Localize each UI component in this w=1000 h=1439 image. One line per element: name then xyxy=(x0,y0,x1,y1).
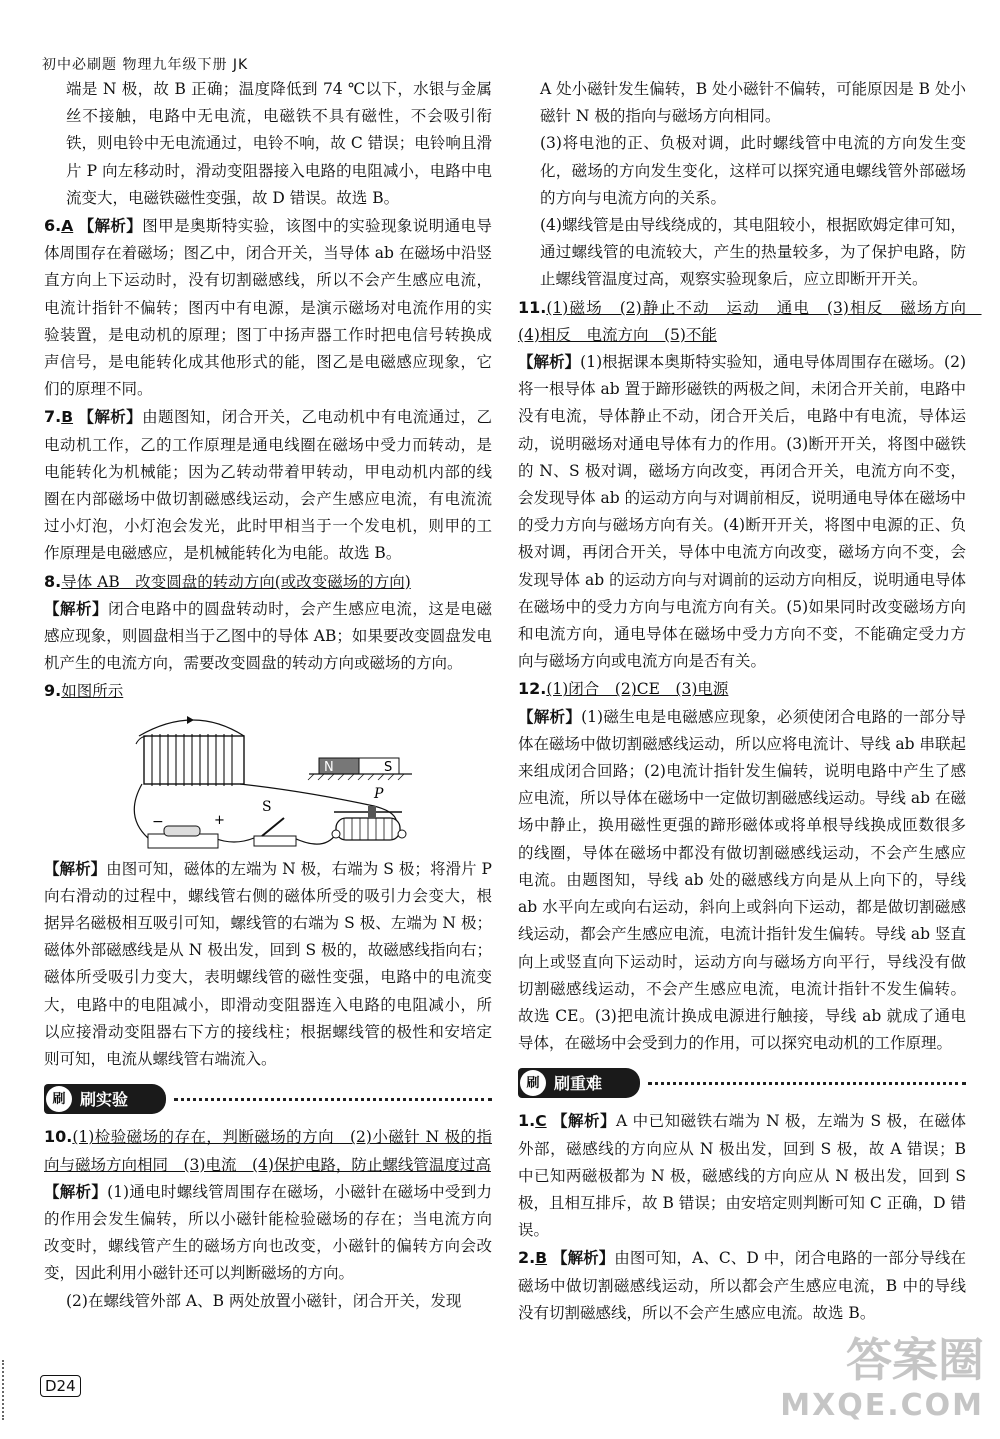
dotted-divider xyxy=(648,1082,966,1085)
slider-label: P xyxy=(374,785,384,802)
analysis-text: 由题图知，闭合开关，乙电动机中有电流通过，乙电动机工作，乙的工作原理是通电线圈在磁场中受力而转动，是电能转化为机械能；因为乙转动带着甲转动，甲电动机内部的线圈在内部磁场中做切割磁感线运动，会产生感应电流，有电流流过小灯泡，小灯泡会发光，此时甲相当于一个发电机，则甲的工作原理是电磁感应，是机械能转化为电能。故选 B。 xyxy=(44,408,492,563)
circuit-figure xyxy=(44,706,492,856)
analysis-text: (1)磁生电是电磁感应现象，必须使闭合电路的一部分导体在磁场中做切割磁感线运动，所以应将电流计、导线 ab 串联起来组成闭合回路；(2)电流计指针发生偏转，说明电路中产生了感应电流，所以导体在磁场中一定做切割磁感线运动。导线 ab 在磁场中静止，换用磁性更强的蹄形磁体或将单根导线换成匝数很多的线圈，导体在磁场中都没有做切割磁感线运动，不会产生感应电流。由题图知，导线 ab 处的磁感线方向是从上向下的，导线 ab 水平向左或向右运动，斜向上或斜向下运动，都是做切割磁感线运动，都会产生感应电流，电流计指针发生偏转。导线 ab 竖直向上或竖直向下运动时，运动方向与磁场方向平行，导线没有做切割磁感线运动，不会产生感应电流，电流计指针不发生偏转。故选 CE。(3)把电流计换成电源进行触接，导线 ab 就成了通电导体，在磁场中会受到力的作用，可以探究电动机的工作原理。 xyxy=(518,707,966,1053)
question-10 xyxy=(44,1123,492,1287)
question-number: 6. xyxy=(44,216,62,236)
analysis-text: (1)根据课本奥斯特实验知，通电导体周围存在磁场。(2)将一根导体 ab 置于蹄形磁铁的两极之间，未闭合开关前，电路中没有电流，导体静止不动，闭合开关后，电路中有电流，导体运动，说明磁场对通电导体有力的作用。(3)断开开关，将图中磁铁的 N、S 极对调，磁场方向改变，再闭合开关，电流方向不变，会发现导体 ab 的运动方向与对调前相反，说明通电导体在磁场中的受力方向与磁场方向有关。(4)断开开关，将图中电源的正、负极对调，再闭合开关，导体中电流方向改变，磁场方向不变，会发现导体 ab 的运动方向与对调前的运动方向相反，说明通电导体在磁场中的受力方向与电流方向有关。(5)如果同时改变磁场方向和电流方向，通电导体在磁场中受力方向不变，不能确定受力方向与磁场方向或电流方向是否有关。 xyxy=(518,353,966,671)
question-9 xyxy=(44,677,492,705)
answer: (1)检验磁场的存在，判断磁场的方向 (2)小磁针 N 极的指向与磁场方向相同 (3)电流 (4)保护电路，防止螺线管温度过高 xyxy=(44,1128,492,1174)
watermark-line-1: 答案圈 xyxy=(846,1333,984,1387)
section-label: 刷重难 xyxy=(554,1073,603,1093)
solenoid-core xyxy=(144,736,244,784)
magnet-n-label: N xyxy=(324,759,334,775)
section-badge xyxy=(518,1068,640,1098)
right-column xyxy=(518,76,982,1327)
answer: 导体 AB 改变圆盘的转动方向(或改变磁场的方向) xyxy=(61,572,411,591)
page-header: 初中必刷题 物理九年级下册 JK xyxy=(42,57,249,73)
analysis-text: 闭合电路中的圆盘转动时，会产生感应电流，这是电磁感应现象，则圆盘相当于乙图中的导体 AB；如果要改变圆盘发电机产生的电流方向，需要改变圆盘的转动方向或磁场的方向。 xyxy=(44,599,492,673)
brush-icon: 刷 xyxy=(520,1070,546,1096)
page-number: D24 xyxy=(40,1375,81,1397)
answer: C xyxy=(535,1112,547,1131)
section-label: 刷实验 xyxy=(80,1089,129,1109)
analysis-tag: 【解析】 xyxy=(552,1249,615,1268)
question-10-part2: (2)在螺线管外部 A、B 两处放置小磁针，闭合开关，发现 xyxy=(66,1291,462,1310)
terminal-left xyxy=(332,830,340,838)
question-6 xyxy=(44,212,492,403)
switch-label: S xyxy=(262,798,272,815)
dotted-divider xyxy=(174,1098,492,1101)
watermark-line-2: MXQE.COM xyxy=(780,1388,984,1423)
analysis-tag: 【解析】 xyxy=(44,599,109,618)
continued-text: 端是 N 极，故 B 正确；温度降低到 74 ℃以下，水银与金属丝不接触，电路中无电流，电磁铁不具有磁性，不会吸引衔铁，则电铃中无电流通过，电铃不响，故 C 错误；电铃响且滑片 P 向左移动时，滑动变阻器接入电路的电阻减小，电路中电流变大，电磁铁磁性变强，故 D 错误。故选 B。 xyxy=(66,80,492,207)
question-9-analysis xyxy=(44,856,492,1074)
analysis-tag: 【解析】 xyxy=(552,1112,617,1131)
question-number: 12. xyxy=(518,679,547,699)
page-edge-dots xyxy=(2,1360,34,1420)
magnet-south xyxy=(359,758,399,774)
question-number: 2. xyxy=(518,1248,536,1268)
rheostat-slider xyxy=(368,806,376,818)
switch-lever xyxy=(262,818,284,836)
question-10-part3: (3)将电池的正、负极对调，此时螺线管中电流的方向发生变化，磁场的方向发生变化，这样可以探究通电螺线管外部磁场的方向与电流方向的关系。 xyxy=(540,134,966,207)
analysis-tag: 【解析】 xyxy=(518,707,582,726)
hard-question-1 xyxy=(518,1107,966,1244)
analysis-tag: 【解析】 xyxy=(78,408,143,427)
answer: 如图所示 xyxy=(61,682,124,701)
wire-switch-rheostat xyxy=(294,834,336,844)
analysis-text: 由图可知，A、C、D 中，闭合电路的一部分导线在磁场中做切割磁感线运动，所以都会产生感应电流，B 中的导线没有切割磁感线，所以不会产生感应电流。故选 B。 xyxy=(518,1249,966,1322)
question-number: 8. xyxy=(44,571,62,591)
magnet-s-label: S xyxy=(384,759,393,775)
terminal-right xyxy=(398,830,406,838)
hard-question-2 xyxy=(518,1244,966,1327)
question-11 xyxy=(518,294,982,676)
wire-left xyxy=(134,784,148,838)
question-number: 11. xyxy=(518,297,547,317)
question-number: 10. xyxy=(44,1127,73,1147)
question-12 xyxy=(518,675,966,1057)
question-number: 9. xyxy=(44,681,62,701)
analysis-text: (1)通电时螺线管周围存在磁场，小磁针在磁场中受到力的作用会发生偏转，所以小磁针能检验磁场的存在；当电流方向改变时，螺线管产生的磁场方向也改变，小磁针的偏转方向会改变，因此利用小磁针还可以判断磁场的方向。 xyxy=(44,1182,492,1283)
battery-plus-label: + xyxy=(214,812,225,828)
analysis-tag: 【解析】 xyxy=(44,1182,108,1201)
left-column xyxy=(44,76,492,1315)
question-number: 1. xyxy=(518,1111,536,1131)
analysis-tag: 【解析】 xyxy=(44,859,107,878)
analysis-text: A 中已知磁铁右端为 N 极，左端为 S 极，在磁体外部，磁感线的方向应从 N 极出发，回到 S 极，故 A 错误；B 中已知两磁极都为 N 极，磁感线的方向应从 N 极出发，回到 S 极，且相互排斥，故 B 错误；由安培定则判断可知 C 正确，D 错误。 xyxy=(518,1112,966,1240)
battery-minus-label: − xyxy=(152,813,164,830)
continued-text: A 处小磁针发生偏转，B 处小磁针不偏转，可能原因是 B 处小磁针 N 极的指向与磁场方向相同。 xyxy=(540,80,966,126)
section-header-difficult xyxy=(518,1065,966,1101)
answer: B xyxy=(61,408,74,427)
brush-icon: 刷 xyxy=(46,1086,72,1112)
section-badge xyxy=(44,1084,166,1114)
field-line xyxy=(139,720,244,736)
answer: (1)闭合 (2)CE (3)电源 xyxy=(546,680,729,699)
question-7 xyxy=(44,403,492,567)
question-8 xyxy=(44,568,492,678)
question-10-part4: (4)螺线管是由导线绕成的，其电阻较小，根据欧姆定律可知，通过螺线管的电流较大，产生的热量较多，为了保护电路，防止螺线管温度过高，观察实验现象后，应立即断开开关。 xyxy=(540,216,966,289)
switch-base xyxy=(254,836,296,846)
question-number: 7. xyxy=(44,407,62,427)
analysis-tag: 【解析】 xyxy=(518,353,581,372)
section-header-experiment xyxy=(44,1081,492,1117)
answer: B xyxy=(535,1249,548,1268)
analysis-text: 由图可知，磁体的左端为 N 极，右端为 S 极；将滑片 P 向右滑动的过程中，螺线管右侧的磁体所受的吸引力会变大，根据异名磁极相互吸引可知，螺线管的右端为 S 极、左端为 N 极；磁体外部磁感线是从 N 极出发，回到 S 极的，故磁感线指向右；磁体所受吸引力变大，表明螺线管的磁性变强，电路中的电流变大，电路中的电阻减小，即滑动变阻器连入电路的电阻减小，所以应接滑动变阻器右下方的接线柱；根据螺线管的极性和安培定则可知，电流从螺线管右端流入。 xyxy=(44,859,492,1069)
answer: A xyxy=(61,217,74,236)
answer: (1)磁场 (2)静止不动 运动 通电 (3)相反 磁场方向 (4)相反 电流方向 (5)不能 xyxy=(518,298,982,344)
battery-cell xyxy=(164,826,200,836)
analysis-text: 图甲是奥斯特实验，该图中的实验现象说明通电导体周围存在着磁场；图乙中，闭合开关，当导体 ab 在磁场中沿竖直方向上下运动时，没有切割磁感线，所以不会产生感应电流，电流计指针不偏转；图丙中有电源，是演示磁场对电流作用的实验装置，是电动机的原理；图丁中扬声器工作时把电信号转换成声信号，是电能转化成其他形式的能，图乙是电磁感应现象，它们的原理不同。 xyxy=(44,217,492,399)
watermark-logo xyxy=(780,1333,984,1429)
field-arrow-icon xyxy=(187,716,194,724)
analysis-tag: 【解析】 xyxy=(78,217,143,236)
wire-battery-switch xyxy=(214,838,254,842)
